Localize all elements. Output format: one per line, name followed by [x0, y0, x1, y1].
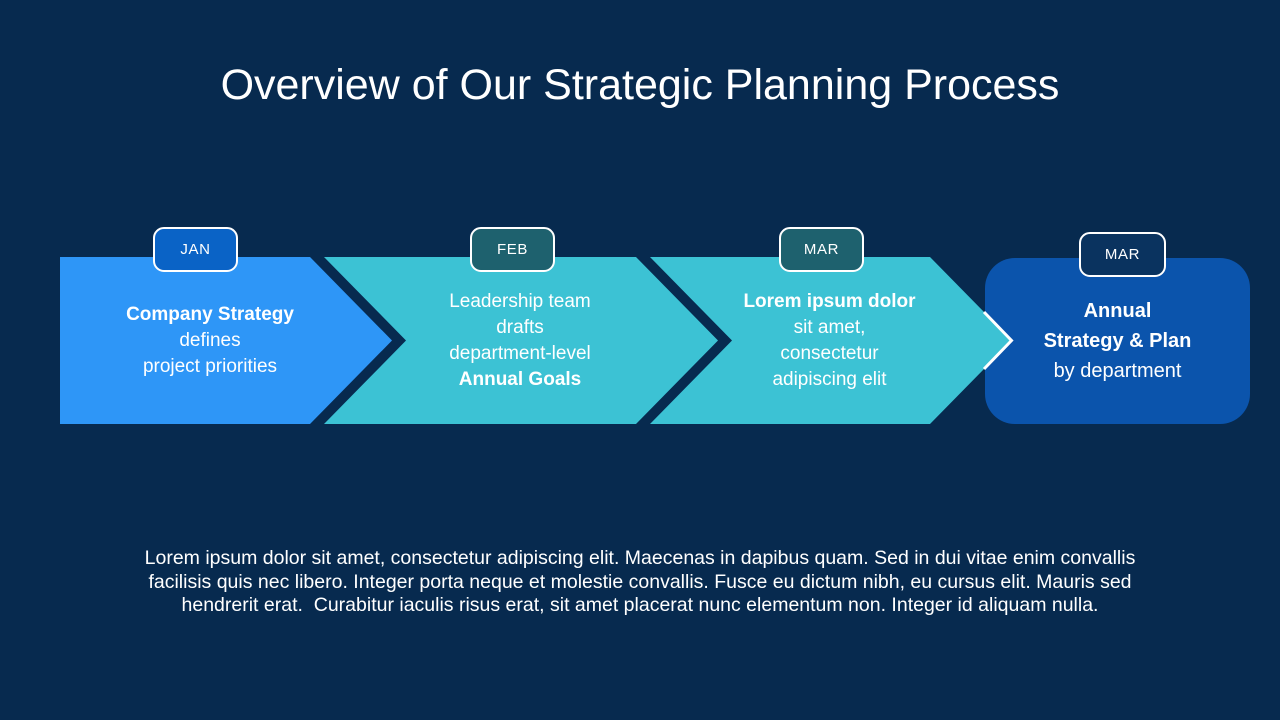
step-line: consectetur: [780, 342, 879, 364]
step-line: project priorities: [142, 355, 278, 377]
step-line: Leadership team: [449, 290, 591, 312]
step-line: department-level: [449, 342, 591, 364]
step-line: defines: [179, 329, 241, 351]
footer-line: Lorem ipsum dolor sit amet, consectetur adipiscing elit. Maecenas in dapibus quam. Sed in dui vitae enim convallis: [144, 547, 1136, 569]
month-badge-label: JAN: [180, 241, 211, 258]
step-line: Company Strategy: [126, 303, 294, 325]
footer-line: facilisis quis nec libero. Integer porta neque et molestie convallis. Fusce eu dictum nibh, eu cursus elit. Mauris sed: [148, 570, 1132, 593]
step-line: Annual: [1083, 299, 1152, 322]
month-badge-label: MAR: [1104, 246, 1141, 263]
step-line: Annual Goals: [458, 368, 582, 390]
step-line: Strategy & Plan: [1043, 329, 1192, 352]
step-line: adipiscing elit: [772, 368, 887, 390]
footer-line: hendrerit erat. Curabitur iaculis risus erat, sit amet placerat nunc elementum non. Integer id aliquam nulla.: [181, 594, 1099, 616]
step-line: by department: [1053, 359, 1182, 382]
step-line: Lorem ipsum dolor: [743, 290, 916, 312]
step-line: sit amet,: [793, 316, 866, 338]
step-2-text: [395, 257, 645, 424]
slide-title: Overview of Our Strategic Planning Process: [220, 61, 1060, 109]
month-badge-label: MAR: [803, 241, 840, 258]
month-badge-label: FEB: [497, 241, 528, 258]
step-line: drafts: [496, 316, 544, 338]
step-1-text: [60, 257, 360, 424]
step-4-text: [985, 257, 1250, 424]
footer-paragraph: [0, 547, 1280, 618]
step-3-text: [722, 257, 937, 424]
